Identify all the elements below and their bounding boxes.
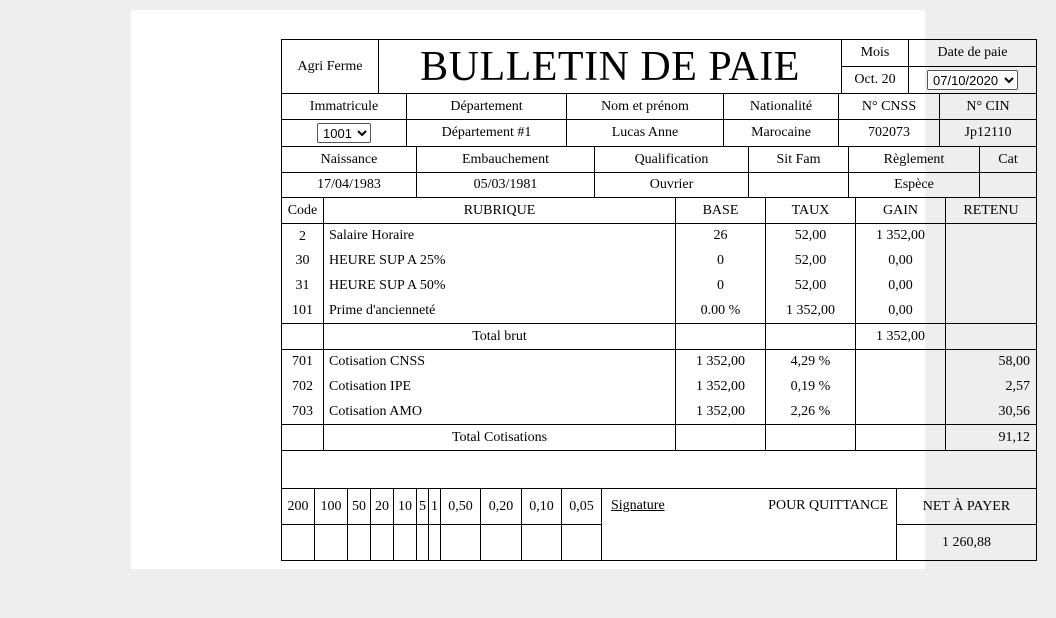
base-cell: 1 352,00 (676, 400, 766, 425)
retenu-cell (946, 249, 1037, 274)
sitfam-value (749, 173, 849, 198)
qualification-value: Ouvrier (595, 173, 749, 198)
mois-value: Oct. 20 (842, 67, 909, 94)
code-cell: 30 (282, 249, 324, 274)
denomination-0-50: 0,50 (441, 489, 481, 525)
employee-table (281, 93, 1037, 147)
col-rubrique: RUBRIQUE (324, 198, 676, 224)
nationalite-label: Nationalité (724, 94, 839, 120)
cin-label: N° CIN (940, 94, 1037, 120)
total-brut-base (676, 324, 766, 350)
code-cell: 101 (282, 299, 324, 324)
denomination-0-05: 0,05 (562, 489, 602, 525)
denomination-count (282, 525, 315, 561)
denomination-10: 10 (394, 489, 417, 525)
cat-label: Cat (980, 147, 1037, 173)
total-cotisations-code (282, 425, 324, 451)
denomination-100: 100 (315, 489, 348, 525)
footer-table (281, 488, 1037, 561)
total-brut-gain: 1 352,00 (856, 324, 946, 350)
immatricule-select[interactable] (317, 123, 371, 143)
denomination-0-10: 0,10 (522, 489, 562, 525)
gain-cell: 0,00 (856, 299, 946, 324)
gain-cell (856, 375, 946, 400)
date-select[interactable] (927, 70, 1018, 90)
table-row (282, 249, 1037, 274)
cotisations-body (282, 350, 1037, 425)
col-taux: TAUX (766, 198, 856, 224)
details-table (281, 146, 1037, 198)
denomination-count (315, 525, 348, 561)
base-cell: 1 352,00 (676, 350, 766, 375)
gain-cell: 1 352,00 (856, 224, 946, 249)
rubrique-cell: Cotisation AMO (324, 400, 676, 425)
retenu-cell: 58,00 (946, 350, 1037, 375)
retenu-cell: 30,56 (946, 400, 1037, 425)
departement-value: Département #1 (407, 120, 567, 147)
net-value: 1 260,88 (897, 525, 1037, 561)
total-cotisations-base (676, 425, 766, 451)
rubrique-cell: Cotisation IPE (324, 375, 676, 400)
denomination-count (417, 525, 429, 561)
denomination-50: 50 (348, 489, 371, 525)
retenu-cell (946, 224, 1037, 249)
retenu-cell (946, 274, 1037, 299)
naissance-value: 17/04/1983 (282, 173, 417, 198)
nom-label: Nom et prénom (567, 94, 724, 120)
retenu-cell (946, 299, 1037, 324)
mois-label: Mois (842, 40, 909, 67)
total-brut-retenu (946, 324, 1037, 350)
reglement-value: Espèce (849, 173, 980, 198)
header-table (281, 39, 1037, 94)
cat-value (980, 173, 1037, 198)
naissance-label: Naissance (282, 147, 417, 173)
taux-cell: 52,00 (766, 249, 856, 274)
rubrique-cell: Salaire Horaire (324, 224, 676, 249)
denomination-count (348, 525, 371, 561)
total-cotisations-row (282, 425, 1037, 451)
payslip-sheet (131, 10, 1030, 569)
col-gain: GAIN (856, 198, 946, 224)
nationalite-value: Marocaine (724, 120, 839, 147)
total-brut-row (282, 324, 1037, 350)
date-label: Date de paie (909, 40, 1037, 67)
base-cell: 0 (676, 274, 766, 299)
qualification-label: Qualification (595, 147, 749, 173)
rubrique-cell: HEURE SUP A 25% (324, 249, 676, 274)
col-base: BASE (676, 198, 766, 224)
nom-value: Lucas Anne (567, 120, 724, 147)
gain-cell: 0,00 (856, 274, 946, 299)
denomination-count (481, 525, 522, 561)
gains-body (282, 224, 1037, 324)
denomination-1: 1 (429, 489, 441, 525)
denomination-5: 5 (417, 489, 429, 525)
taux-cell: 0,19 % (766, 375, 856, 400)
gain-cell (856, 400, 946, 425)
lines-table (281, 197, 1037, 489)
cnss-value: 702073 (839, 120, 940, 147)
denomination-0-20: 0,20 (481, 489, 522, 525)
company-name: Agri Ferme (282, 40, 379, 94)
denomination-count (394, 525, 417, 561)
col-retenu: RETENU (946, 198, 1037, 224)
denomination-200: 200 (282, 489, 315, 525)
rubrique-cell: Prime d'ancienneté (324, 299, 676, 324)
taux-cell: 4,29 % (766, 350, 856, 375)
code-cell: 2 (282, 224, 324, 249)
total-cotisations-retenu: 91,12 (946, 425, 1037, 451)
spacer-row (282, 451, 1037, 489)
signature-text: Signature (611, 498, 665, 513)
table-row (282, 224, 1037, 249)
table-row (282, 299, 1037, 324)
total-cotisations-taux (766, 425, 856, 451)
rubrique-cell: Cotisation CNSS (324, 350, 676, 375)
code-cell: 703 (282, 400, 324, 425)
total-brut-taux (766, 324, 856, 350)
departement-label: Département (407, 94, 567, 120)
denomination-count (429, 525, 441, 561)
spacer-cell (282, 451, 1037, 489)
reglement-label: Règlement (849, 147, 980, 173)
gain-cell (856, 350, 946, 375)
table-row (282, 274, 1037, 299)
embauchement-value: 05/03/1981 (417, 173, 595, 198)
sitfam-label: Sit Fam (749, 147, 849, 173)
cin-value: Jp12110 (940, 120, 1037, 147)
total-cotisations-gain (856, 425, 946, 451)
total-brut-code (282, 324, 324, 350)
net-label: NET À PAYER (897, 489, 1037, 525)
table-row (282, 375, 1037, 400)
code-cell: 701 (282, 350, 324, 375)
denomination-20: 20 (371, 489, 394, 525)
code-cell: 31 (282, 274, 324, 299)
denomination-count (371, 525, 394, 561)
table-row (282, 350, 1037, 375)
base-cell: 0.00 % (676, 299, 766, 324)
denomination-count (441, 525, 481, 561)
taux-cell: 1 352,00 (766, 299, 856, 324)
date-cell (909, 67, 1037, 94)
table-row (282, 400, 1037, 425)
denomination-count (562, 525, 602, 561)
cnss-label: N° CNSS (839, 94, 940, 120)
quittance-label: POUR QUITTANCE (768, 498, 888, 513)
taux-cell: 52,00 (766, 274, 856, 299)
taux-cell: 52,00 (766, 224, 856, 249)
base-cell: 26 (676, 224, 766, 249)
immatricule-cell (282, 120, 407, 147)
col-code: Code (282, 198, 324, 224)
total-cotisations-label: Total Cotisations (324, 425, 676, 451)
denomination-count (522, 525, 562, 561)
payslip-frame (281, 39, 1036, 565)
retenu-cell: 2,57 (946, 375, 1037, 400)
signature-label (602, 498, 665, 513)
rubrique-cell: HEURE SUP A 50% (324, 274, 676, 299)
base-cell: 0 (676, 249, 766, 274)
base-cell: 1 352,00 (676, 375, 766, 400)
page-title: BULLETIN DE PAIE (379, 40, 842, 94)
code-cell: 702 (282, 375, 324, 400)
taux-cell: 2,26 % (766, 400, 856, 425)
gain-cell: 0,00 (856, 249, 946, 274)
total-brut-label: Total brut (324, 324, 676, 350)
immatricule-label: Immatricule (282, 94, 407, 120)
signature-area (602, 489, 897, 561)
embauchement-label: Embauchement (417, 147, 595, 173)
